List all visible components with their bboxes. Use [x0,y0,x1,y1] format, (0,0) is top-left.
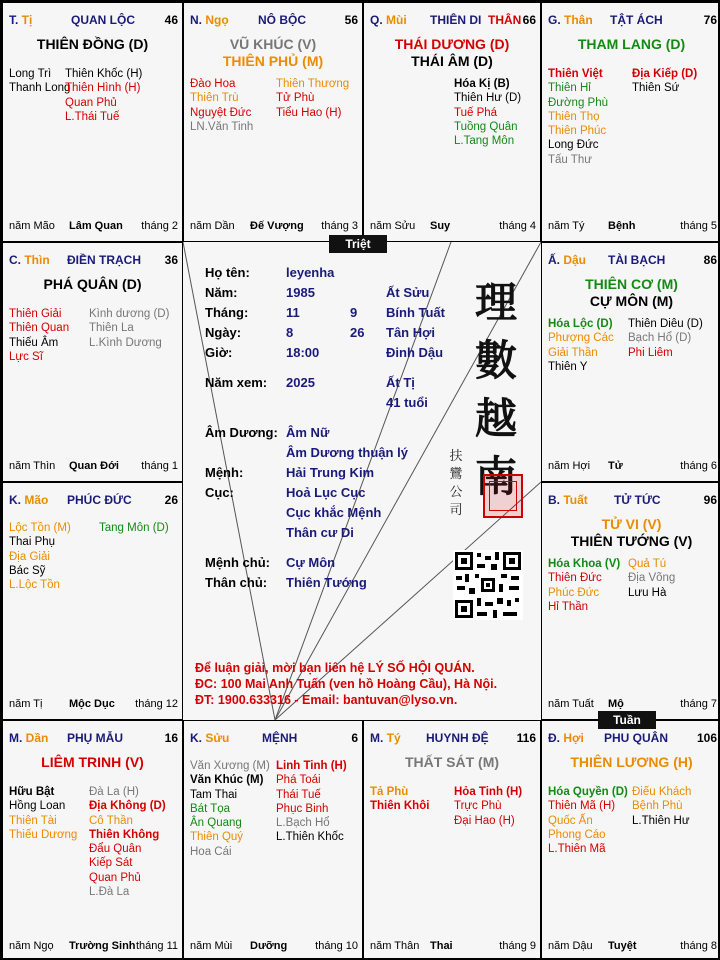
truong-sinh: Đế Vượng [250,220,304,232]
contact-line: ĐC: 100 Mai Anh Tuấn (ven hồ Hoàng Cầu), Hà Nội. [195,677,498,691]
palace-branch: K. Mão [9,493,49,507]
canchi-nam-xem: Ất Tị [386,375,415,390]
minor-star: Hữu Bật [9,786,55,798]
value-menh-chu: Cự Môn [286,555,336,570]
palace-branch: Q. Mùi [370,13,407,27]
minor-star: Thiên Không [89,828,160,841]
main-stars [3,754,182,771]
main-stars [184,36,362,70]
palace-year: năm Mão [9,220,55,232]
truong-sinh: Thai [430,940,453,952]
value-thang-duong: 9 [350,305,358,320]
logo-calligraphy: 理 數 越 南 [474,278,517,501]
label-menh-chu: Mệnh chủ: [205,555,270,570]
minor-star: Lưu Hà [628,586,667,599]
palace-month: tháng 1 [141,460,178,472]
palace-age: 96 [703,493,717,507]
palace-name: NÔ BỘC [258,13,306,27]
main-star: THÁI ÂM (D) [411,53,493,69]
palace-year: năm Tý [548,220,585,232]
minor-star: Hóa Lộc (D) [548,318,613,330]
palace-month: tháng 11 [135,940,178,952]
minor-star: Linh Tinh (H) [276,760,347,772]
minor-star: Đường Phù [548,96,608,109]
minor-stars-left [548,557,620,614]
palace-year: năm Hợi [548,460,591,472]
palace-name: PHU QUÂN [604,731,669,745]
minor-star: Thiếu Dương [9,828,78,841]
minor-star: Thiên Mã (H) [548,800,616,813]
palace-age: 116 [516,731,536,745]
minor-star: Phong Cáo [548,828,606,841]
palace-age: 76 [703,13,717,27]
value-ngay-am: 8 [286,325,294,340]
contact-line: ĐT: 1900.633316 - Email: bantuvan@lyso.vn. [195,693,458,707]
palace-month: tháng 4 [499,220,536,232]
palace-dau [541,242,720,482]
truong-sinh: Dưỡng [250,940,288,952]
palace-hoi [541,720,720,960]
main-star: THIÊN CƠ (M) [585,276,678,292]
minor-star: L.Lộc Tồn [9,579,60,592]
minor-star: LN.Văn Tinh [190,120,254,133]
palace-thin [2,242,183,482]
minor-star: L.Đà La [89,886,130,899]
minor-stars-right [99,521,169,535]
minor-star: Bát Tọa [190,802,231,815]
minor-star: Tam Thai [190,788,238,801]
truong-sinh: Bệnh [608,220,636,232]
minor-star: Cô Thần [89,814,133,827]
minor-star: Thiên Quan [9,322,70,335]
palace-age: 106 [696,731,717,745]
palace-month: tháng 5 [680,220,717,232]
minor-stars-left [9,785,77,842]
palace-branch: M. Dần [9,731,49,745]
palace-month: tháng 7 [680,698,717,710]
canchi-nam: Ất Sửu [386,285,430,300]
minor-star: Thiên Việt [548,68,603,80]
palace-ngo [183,2,363,242]
minor-star: Tiểu Hao (H) [276,106,342,119]
minor-star: Bác Sỹ [9,564,46,577]
minor-star: Văn Xương (M) [190,760,270,772]
minor-star: Thiên Hình (H) [65,82,141,95]
tuan-marker: Tuần [598,711,656,729]
minor-star: Trực Phù [454,800,502,813]
main-stars [542,516,720,550]
palace-month: tháng 9 [499,940,536,952]
minor-stars-left [548,67,608,167]
minor-star: Tuế Phá [454,106,498,119]
minor-star: Phượng Các [548,332,614,345]
palace-branch: Ấ. Dậu [548,253,587,267]
minor-stars-left [370,785,429,814]
minor-star: L.Tang Môn [454,135,515,148]
minor-star: Đẩu Quân [89,843,142,856]
label-nam: Năm: [205,285,238,300]
palace-month: tháng 12 [135,698,178,710]
palace-than [541,2,720,242]
minor-star: Thiên Thương [276,78,350,90]
minor-star: L.Thiên Mã [548,843,606,856]
minor-star: Hoa Cái [190,845,232,858]
palace-name: TÀI BẠCH [608,253,666,267]
main-stars [364,36,540,70]
main-star: THIÊN ĐỒNG (D) [36,36,149,52]
main-star: THÁI DƯƠNG (D) [394,36,510,52]
minor-star: Phúc Đức [548,586,600,599]
minor-star: Thái Tuế [276,788,321,801]
minor-star: Đại Hao (H) [454,814,515,827]
truong-sinh: Tử [608,460,623,472]
palace-name: THIÊN DI [430,13,482,27]
minor-star: L.Bạch Hổ [276,817,330,830]
palace-age: 86 [703,253,717,267]
label-thang: Tháng: [205,305,249,320]
label-nam-xem: Năm xem: [205,375,268,390]
minor-star: Thiên Diêu (D) [628,318,703,330]
triet-marker: Triệt [329,235,387,253]
palace-year: năm Mùi [190,940,233,952]
minor-star: Bạch Hổ (D) [628,332,692,345]
minor-star: Thiên Y [548,360,588,373]
minor-star: Điếu Khách [632,786,692,798]
minor-star: Thiên Tài [9,814,57,827]
palace-branch: K. Sửu [190,731,230,745]
minor-star: Phá Toái [276,774,321,787]
minor-star: Thiên Hỉ [548,82,591,95]
minor-star: Phục Binh [276,802,329,815]
palace-month: tháng 8 [680,940,717,952]
minor-star: Quan Phủ [89,871,141,884]
main-stars [3,36,182,53]
minor-star: Ân Quang [190,817,242,830]
minor-star: Thiên Sứ [632,82,680,95]
contact-info [195,660,497,708]
minor-star: Hóa Khoa (V) [548,558,621,570]
label-ngay: Ngày: [205,325,242,340]
palace-age: 26 [164,493,178,507]
value-ngay-duong: 26 [350,325,365,340]
palace-name: PHỤ MẪU [67,731,123,745]
minor-star: Địa Giải [9,550,50,563]
minor-star: Đào Hoa [190,78,236,90]
canchi-gio: Đinh Dậu [386,345,444,360]
minor-stars-right [628,317,703,360]
palace-age: 66 [522,13,536,27]
palace-age: 56 [344,13,358,27]
minor-star: Lực Sĩ [9,350,43,363]
value-am-duong-ly: Âm Dương thuận lý [286,445,408,460]
label-am-duong: Âm Dương: [205,425,278,440]
value-cuc-menh: Cục khắc Mệnh [286,505,382,520]
minor-star: Quan Phủ [65,96,117,109]
palace-name: ĐIỀN TRẠCH [67,253,141,267]
value-than-cu: Thân cư Di [286,525,354,540]
main-star: TỬ VI (V) [601,516,662,532]
minor-star: L.Thiên Hư [632,814,690,827]
minor-star: Địa Kiếp (D) [632,68,698,80]
main-star: THIÊN LƯƠNG (H) [570,754,693,770]
minor-star: Địa Võng [628,572,676,585]
palace-tuat [541,482,720,720]
minor-star: Hỏa Tinh (H) [454,786,523,798]
minor-star: Tấu Thư [548,153,592,166]
palace-mao [2,482,183,720]
minor-star: Hồng Loan [9,800,66,813]
qr-code [453,550,523,620]
minor-star: Tang Môn (D) [99,522,169,534]
main-star: CỰ MÔN (M) [589,293,674,309]
minor-stars-right [632,67,697,96]
truong-sinh: Trường Sinh [69,940,136,952]
truong-sinh: Suy [430,220,451,232]
main-star: THAM LANG (D) [577,36,686,52]
minor-stars-left [548,785,628,856]
palace-branch: B. Tuất [548,493,588,507]
palace-branch: G. Thân [548,13,593,27]
palace-branch: M. Tý [370,731,401,745]
main-star: THIÊN TƯỚNG (V) [570,533,693,549]
minor-star: Thiên Khốc (H) [65,68,143,80]
value-cuc: Hoả Lục Cục [286,485,366,500]
minor-star: Địa Không (D) [89,800,166,813]
minor-star: Thiên Phúc [548,125,607,138]
truong-sinh: Tuyệt [608,940,637,952]
minor-star: Hóa Quyền (D) [548,786,628,798]
minor-star: Thiên Giải [9,308,62,320]
minor-star: Thiên Hư (D) [454,92,522,105]
minor-stars-right [89,307,169,350]
palace-name: TỬ TỨC [614,493,661,507]
minor-stars-left [190,759,270,859]
minor-stars-right [454,77,521,148]
palace-month: tháng 10 [315,940,358,952]
palace-age: 36 [164,253,178,267]
minor-stars-right [89,785,166,899]
palace-year: năm Dậu [548,940,593,952]
palace-branch: T. Tị [9,13,33,27]
main-star: THIÊN PHỦ (M) [222,53,324,69]
value-thang-am: 11 [286,305,300,320]
minor-star: L.Thiên Khốc [276,831,344,844]
truong-sinh: Mộc Dục [69,698,115,710]
minor-star: Quả Tú [628,558,667,570]
minor-stars-left [9,307,69,364]
palace-branch: C. Thìn [9,253,50,267]
truong-sinh: Mộ [608,698,624,710]
minor-star: Thiếu Âm [9,336,59,349]
palace-year: năm Sửu [370,220,416,232]
palace-month: tháng 6 [680,460,717,472]
palace-age: 46 [164,13,178,27]
palace-name: TẬT ÁCH [610,13,663,27]
palace-branch: N. Ngọ [190,13,229,27]
minor-star: L.Kình Dương [89,336,162,349]
canchi-thang: Bính Tuất [386,305,445,320]
main-star: THẤT SÁT (M) [404,754,500,770]
main-star: VŨ KHÚC (V) [229,36,317,52]
minor-star: Nguyệt Đức [190,106,252,119]
palace-year: năm Dần [190,220,235,232]
minor-star: Thiên Thọ [548,110,600,123]
minor-stars-left [9,67,70,96]
minor-star: Tử Phù [276,92,315,105]
palace-age: 6 [351,731,358,745]
minor-star: Thiên La [89,322,134,335]
value-nam: 1985 [286,285,315,300]
minor-star: Thiên Trù [190,92,239,105]
palace-name: HUYNH ĐỆ [426,731,489,745]
value-gio: 18:00 [286,345,320,360]
contact-line: Để luận giải, mời bạn liên hệ LÝ SỐ HỘI QUÁN. [195,661,475,675]
value-tuoi: 41 tuổi [386,395,428,410]
palace-year: năm Ngọ [9,940,54,952]
value-menh: Hải Trung Kim [286,465,375,480]
minor-star: Đà La (H) [89,786,139,798]
minor-stars-right [276,77,349,120]
minor-star: Kiếp Sát [89,857,133,870]
minor-stars-left [190,77,253,134]
palace-year: năm Thìn [9,460,56,472]
minor-star: Văn Khúc (M) [190,774,264,787]
palace-year: năm Tị [9,698,43,710]
value-than-chu: Thiên Tướng [286,575,367,590]
minor-star: L.Thái Tuế [65,110,120,123]
minor-star: Phi Liêm [628,346,673,359]
palace-name: MỆNH [262,731,298,745]
minor-star: Thiên Khôi [370,800,430,813]
label-menh: Mệnh: [205,465,244,480]
minor-star: Quốc Ấn [548,814,593,827]
seal-vertical-text: 扶 鸞 公 司 [449,449,463,518]
value-am-duong: Âm Nữ [286,425,330,440]
minor-stars-left [9,521,71,592]
value-ho-ten: leyenha [286,265,335,280]
minor-stars-right [454,785,522,828]
palace-dan [2,720,183,960]
minor-stars-right [632,785,691,828]
minor-star: Long Đức [548,139,599,152]
minor-star: Tuồng Quân [454,120,518,133]
minor-star: Kình dương (D) [89,308,170,320]
palace-suu [183,720,363,960]
minor-star: Thiên Đức [548,572,602,585]
minor-star: Long Trì [9,68,52,80]
canchi-ngay: Tân Hợi [386,325,435,340]
minor-star: Thiên Quý [190,831,244,844]
minor-star: Tả Phù [370,786,409,798]
truong-sinh: Lâm Quan [69,220,123,232]
center-info-panel [183,242,541,720]
palace-age: 16 [164,731,178,745]
palace-branch: Đ. Hợi [548,731,584,745]
label-ho-ten: Họ tên: [205,265,250,280]
palace-month: tháng 3 [321,220,358,232]
main-stars [542,754,720,771]
main-star: LIÊM TRINH (V) [41,754,144,770]
minor-stars-right [628,557,675,600]
minor-star: Hỉ Thần [548,600,589,613]
palace-name: PHÚC ĐỨC [67,493,132,507]
palace-mui [363,2,541,242]
palace-ty [2,2,183,242]
truong-sinh: Quan Đới [69,460,119,472]
label-cuc: Cục: [205,485,234,500]
minor-stars-right [65,67,142,124]
value-nam-xem: 2025 [286,375,315,390]
minor-star: Hóa Kị (B) [454,78,510,90]
minor-star: Bệnh Phù [632,800,683,813]
main-stars [542,276,720,310]
minor-star: Lộc Tồn (M) [9,522,71,534]
palace-ti [363,720,541,960]
than-marker: THÂN [488,13,522,27]
minor-star: Thai Phụ [9,536,56,549]
main-star: PHÁ QUÂN (D) [43,276,142,292]
red-seal-stamp [483,474,523,518]
main-stars [542,36,720,53]
palace-month: tháng 2 [141,220,178,232]
palace-year: năm Tuất [548,698,594,710]
palace-name: QUAN LỘC [71,13,135,27]
main-stars [3,276,182,293]
palace-year: năm Thân [370,940,420,952]
minor-star: Giải Thần [548,346,598,359]
main-stars [364,754,540,771]
label-gio: Giờ: [205,345,233,360]
minor-star: Thanh Long [9,82,71,95]
minor-stars-left [548,317,614,374]
minor-stars-right [276,759,347,845]
label-than-chu: Thân chủ: [205,575,268,590]
